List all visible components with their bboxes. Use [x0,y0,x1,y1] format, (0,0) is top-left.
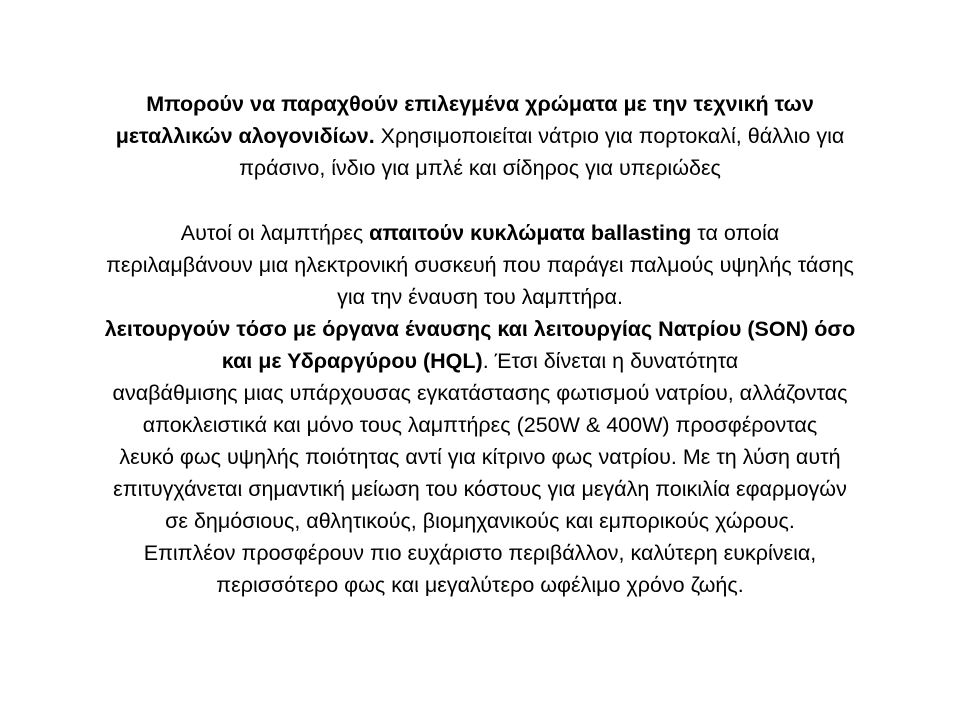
text-line: περισσότερο φως και μεγαλύτερο ωφέλιμο χρόνο ζωής. [216,573,744,597]
bold-phrase: απαιτούν κυκλώματα ballasting [369,221,692,245]
text-line: λειτουργούν τόσο με όργανα έναυσης και λειτουργίας Νατρίου (SON) όσο [104,317,856,341]
text-line: Μπορούν να παραχθούν επιλεγμένα χρώματα με την τεχνική των [146,92,814,116]
text-line: επιτυγχάνεται σημαντική μείωση του κόστους για μεγάλη ποικιλία εφαρμογών [113,477,847,501]
text-phrase: Αυτοί οι λαμπτήρες [180,221,370,245]
paragraph-metal-halide-colors [6,88,954,184]
text-line: περιλαμβάνουν μια ηλεκτρονική συσκευή που παράγει παλμούς υψηλής τάσης [106,253,854,277]
text-line: για την έναυση του λαμπτήρα. [337,285,623,309]
text-phrase: . Έτσι δίνεται η δυνατότητα [482,349,739,373]
text-line: αποκλειστικά και μόνο τους λαμπτήρες (250W & 400W) προσφέροντας [142,413,818,437]
text-phrase: τα οποία [691,221,780,245]
text-line: σε δημόσιους, αθλητικούς, βιομηχανικούς και εμπορικούς χώρους. [165,509,795,533]
text-line: πράσινο, ίνδιο για μπλέ και σίδηρος για υπεριώδες [239,156,721,180]
text-line [6,345,954,377]
bold-phrase: και με Υδραργύρου (HQL) [221,349,483,373]
text-line [6,217,954,249]
text-line: Επιπλέον προσφέρουν πιο ευχάριστο περιβάλλον, καλύτερη ευκρίνεια, [143,541,817,565]
bold-phrase: μεταλλικών αλογονιδίων. [115,124,375,148]
text-line [6,120,954,152]
text-line: λευκό φως υψηλής ποιότητας αντί για κίτρινο φως νατρίου. Με τη λύση αυτή [119,445,841,469]
text-line: αναβάθμισης μιας υπάρχουσας εγκατάστασης φωτισμού νατρίου, αλλάζοντας [112,381,848,405]
text-phrase: Χρησιμοποιείται νάτριο για πορτοκαλί, θάλλιο για [374,124,845,148]
paragraph-ballasting [6,217,954,601]
